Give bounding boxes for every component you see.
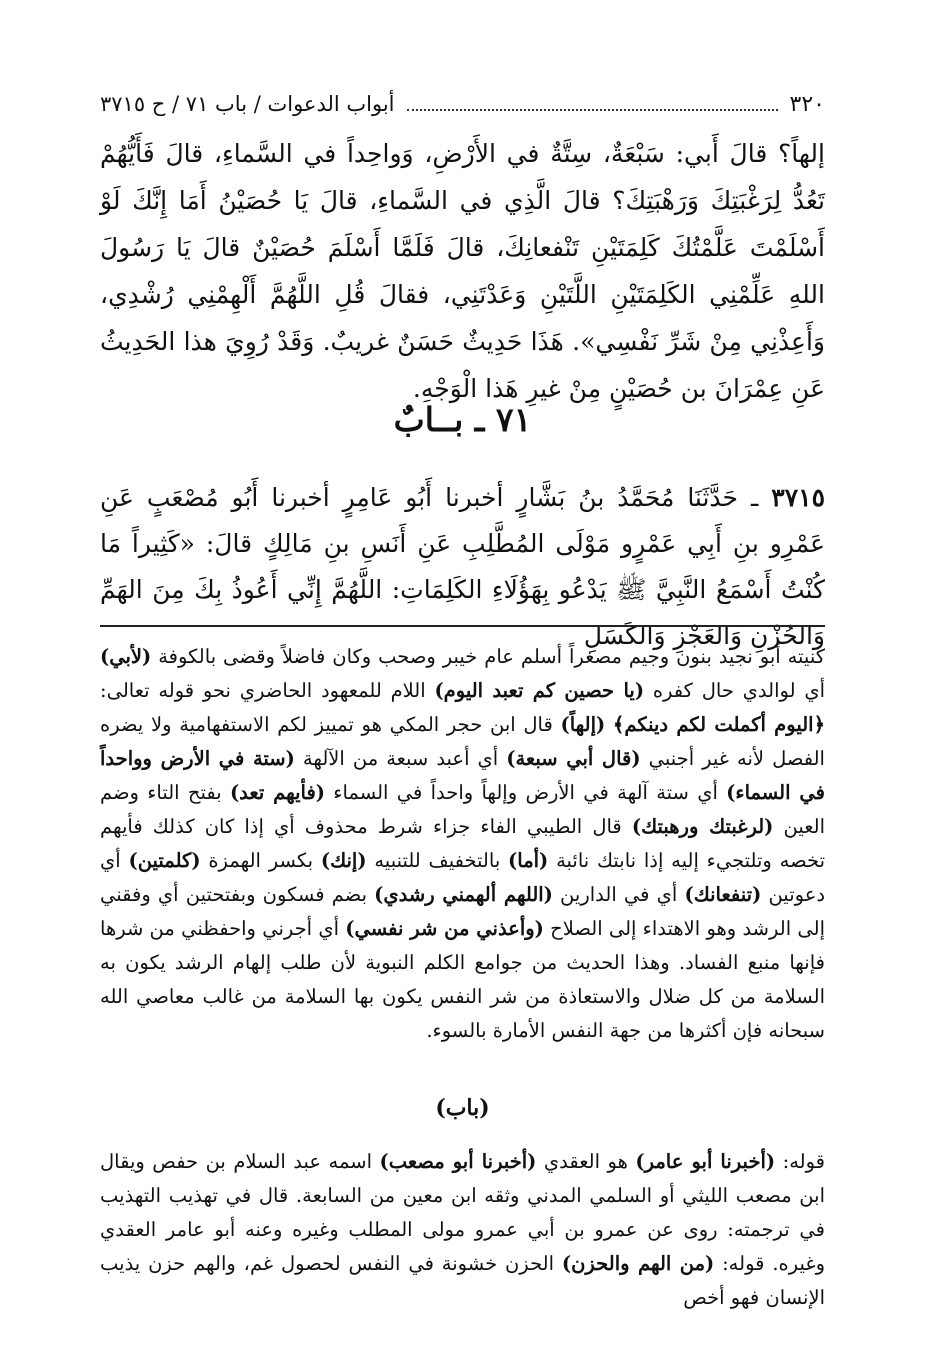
commentary-block-2 [100,1145,825,1315]
header-dotted-leader [407,108,778,111]
commentary-2-quoted-term: (أخبرنا أبو عامر) [635,1150,776,1173]
commentary-1-text-run: قال ابن حجر المكي هو تمييز لكم الاستفهامية ولا يضره الفصل لأنه غير أجنبي [100,713,825,770]
commentary-1-quoted-term: (لأبي) [100,645,152,668]
commentary-1-quoted-term: (تنفعانك) [684,883,762,906]
commentary-1-quoted-term: (ستة في الأرض وواحداً في السماء) [100,747,825,804]
hadith-top-paragraph: إلهاً؟ قالَ أَبي: سَبْعَةٌ، سِتَّةٌ في الأَرْضِ، وَواحِداً في السَّماءِ، قالَ فَأَيُّهُمْ تَعُدُّ لِرَغْبَتِكَ وَرَهْبَتِكَ؟ قالَ الَّذِي في السَّماءِ، قالَ يَا حُصَيْنُ أَمَا إِنَّكَ لَوْ أَسْلَمْتَ عَلَّمْتُكَ كَلِمَتَيْنِ تَنْفعانِكَ، قالَ فَلَمَّا أَسْلَمَ حُصَيْنٌ قالَ يَا رَسُولَ اللهِ عَلِّمْنِي الكَلِمَتَيْنِ اللَّتَيْنِ وَعَدْتَنِي، فقالَ قُلِ اللَّهُمَّ أَلْهِمْنِي رُشْدِي، وَأَعِذْنِي مِنْ شَرِّ نَفْسِي». هَذَا حَدِيثٌ حَسَنٌ غريبٌ. وَقَدْ رُوِيَ هذا الحَدِيثُ عَنِ عِمْرَانَ بن حُصَيْنٍ مِنْ غيرِ هَذا الْوَجْهِ. [100,139,826,403]
commentary-2-quoted-term: (أخبرنا أبو مصعب) [379,1150,537,1173]
commentary-1-text-run: بضم فسكون وبفتحتين أي وفقني إلى الرشد وهو الاهتداء إلى الصلاح [100,883,825,940]
commentary-1-text-run [605,713,613,736]
commentary-1-quoted-term: (إنك) [320,849,367,872]
commentary-1-quoted-term: (وأعذني من شر نفسي) [345,917,544,940]
commentary-1-text-run: أي أعبد سبعة من الآلهة [294,747,507,770]
commentary-1-quoted-term: (لرغبتك ورهبتك) [631,815,774,838]
page-header [100,84,825,124]
commentary-1-text-run: أي لوالدي حال كفره [644,679,825,702]
running-title: أبواب الدعوات / باب ٧١ / ح ٣٧١٥ [100,92,395,116]
commentary-2-quoted-term: (من الهم والحزن) [561,1252,715,1275]
commentary-1-quoted-term: (إلهاً) [560,713,606,736]
commentary-1-quoted-term: (اللهم ألهمني رشدي) [374,883,553,906]
hadith-3715-text: ـ حَدَّثَنَا مُحَمَّدُ بنُ بَشَّارٍ أخبرنا أَبُو عَامِرٍ أخبرنا أَبُو مُصْعَبٍ عَنِ عَمْرِو بنِ أَبِي عَمْرٍو مَوْلَى المُطَّلِبِ عَنِ أَنَسِ بنِ مَالِكٍ قالَ: «كَثِيراً مَا كُنْتُ أَسْمَعُ النَّبِيَّ ﷺ يَدْعُو بِهَؤُلَاءِ الكَلِمَاتِ: اللَّهُمَّ إِنِّي أَعُوذُ بِكَ مِنَ الهَمِّ وَالحُزْنِ وَالعَجْزِ وَالكَسَلِ [100,483,825,650]
commentary-1-text-run: بفتح التاء وضم العين [100,781,825,838]
commentary-1-text-run: أي ستة آلهة في الأرض وإلهاً واحداً في السماء [325,781,727,804]
hadith-number: ٣٧١٥ [771,483,825,512]
commentary-1-text-run: قال الطيبي الفاء جزاء شرط محذوف أي إذا كان كذلك فأيهم تخصه وتلتجيء إليه إذا نابتك نائبة [100,815,826,872]
page-number: ٣٢٠ [789,91,825,117]
chapter-heading: ٧١ ـ بــابٌ [393,400,532,439]
commentary-1-quoted-term: (فأيهم تعد) [229,781,326,804]
commentary-1-text-run: أي دعوتين [100,849,826,906]
commentary-1-quoted-term: (كلمتين) [128,849,201,872]
commentary-2-text-run: قوله: [775,1150,826,1173]
commentary-1-quoted-term: (قال أبي سبعة) [506,747,641,770]
commentary-paragraph-1 [100,640,825,1048]
commentary-1-text-run: أي في الدارين [552,883,685,906]
hadith-3715 [100,475,825,659]
commentary-block [100,640,825,1048]
commentary-1-text-run: كنيته أبو نجيد بنون وجيم مصغراً أسلم عام خيبر وصحب وكان فاضلاً وقضى بالكوفة [151,645,825,668]
commentary-2-text-run: هو العقدي [536,1150,636,1173]
commentary-1-text-run: بكسر الهمزة [200,849,321,872]
footnote-divider [100,625,825,627]
commentary-2-text-run: اسمه عبد السلام بن حفص ويقال ابن مصعب الليثي أو السلمي المدني وثقه ابن معين من السابعة. قال في تهذيب التهذيب في ترجمته: روى عن عمرو بن أبي عمرو مولى المطلب وغيره وعنه أبو عامر العقدي وغيره. قوله: [100,1150,825,1275]
commentary-1-quoted-term: (أما) [508,849,549,872]
commentary-1-quoted-term: ﴿اليوم أكملت لكم دينكم﴾ [612,713,825,736]
commentary-1-text-run: بالتخفيف للتنبيه [366,849,509,872]
commentary-1-text-run: اللام للمعهود الحاضري نحو قوله تعالى: [100,679,435,702]
commentary-2-text-run: الحزن خشونة في النفس لحصول غم، والهم حزن يذيب الإنسان فهو أخص [100,1252,825,1309]
commentary-1-quoted-term: (يا حصين كم تعبد اليوم) [434,679,645,702]
commentary-1-text-run: أي أجرني واحفظني من شرها فإنها منبع الفساد. وهذا الحديث من جوامع الكلم النبوية لأن طلب إلهام الرشد يكون به السلامة من كل ضلال والاستعاذة من شر النفس يكون بها السلامة من غالب معاصي الله سبحانه فإن أكثرها من جهة النفس الأمارة بالسوء. [100,917,825,1042]
commentary-bab-heading: (باب) [435,1095,490,1121]
commentary-paragraph-2 [100,1145,825,1315]
hadith-text-top [100,130,825,412]
